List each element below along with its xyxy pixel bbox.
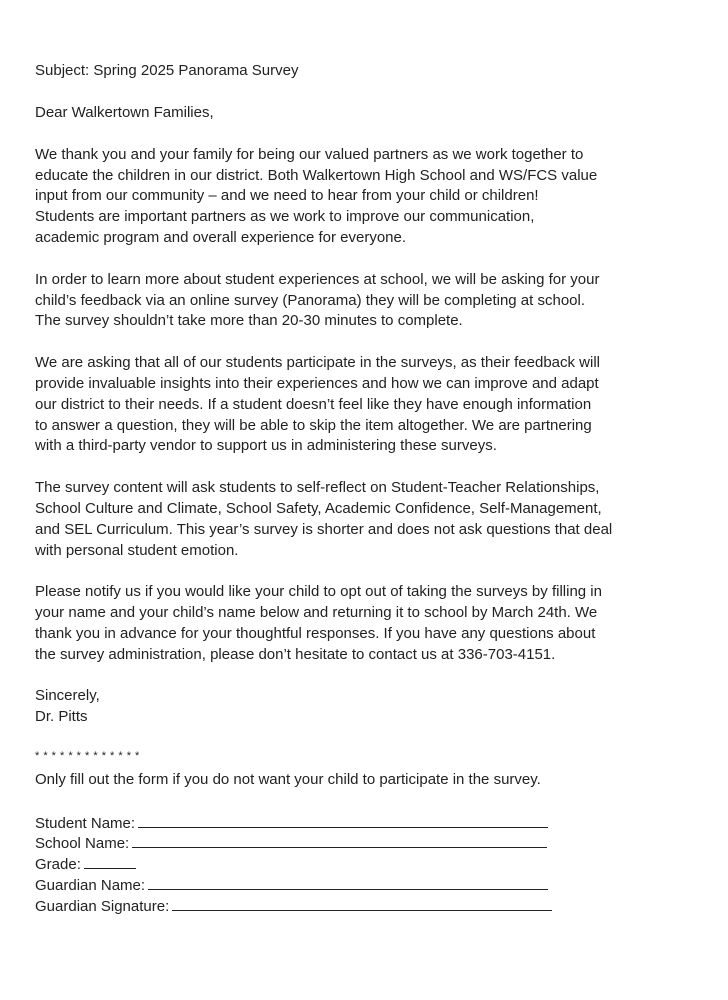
guardian-signature-row	[35, 895, 552, 918]
guardian-name-row	[35, 874, 548, 897]
closing: Sincerely,	[35, 687, 100, 704]
paragraph-line: School Culture and Climate, School Safety, Academic Confidence, Self-Management,	[35, 500, 602, 517]
paragraph-line: provide invaluable insights into their experiences and how we can improve and adapt	[35, 375, 599, 392]
paragraph-line: to answer a question, they will be able to skip the item altogether. We are partnering	[35, 417, 592, 434]
paragraph-line: academic program and overall experience for everyone.	[35, 229, 407, 246]
form-instruction: Only fill out the form if you do not want your child to participate in the survey.	[35, 771, 541, 788]
paragraph-line: your name and your child’s name below and returning it to school by March 24th. We	[35, 604, 598, 621]
paragraph-line: We are asking that all of our students participate in the surveys, as their feedback will	[35, 354, 601, 371]
school-name-row	[35, 832, 547, 855]
paragraph-line: The survey shouldn’t take more than 20-30 minutes to complete.	[35, 312, 463, 329]
grade-row	[35, 853, 136, 876]
paragraph-line: input from our community – and we need to hear from your child or children!	[35, 187, 539, 204]
school-name-label: School Name:	[35, 835, 130, 852]
paragraph-line: Students are important partners as we work to improve our communication,	[35, 208, 535, 225]
grade-field[interactable]	[84, 853, 136, 869]
paragraph-line: The survey content will ask students to self-reflect on Student-Teacher Relationships,	[35, 479, 600, 496]
paragraph-line: In order to learn more about student experiences at school, we will be asking for your	[35, 271, 600, 288]
paragraph-line: educate the children in our district. Both Walkertown High School and WS/FCS value	[35, 167, 598, 184]
guardian-signature-label: Guardian Signature:	[35, 898, 170, 915]
student-name-label: Student Name:	[35, 815, 136, 832]
greeting: Dear Walkertown Families,	[35, 104, 214, 121]
guardian-name-label: Guardian Name:	[35, 877, 146, 894]
paragraph-line: with a third-party vendor to support us in administering these surveys.	[35, 437, 497, 454]
separator: * * * * * * * * * * * * *	[35, 750, 140, 762]
paragraph-line: Please notify us if you would like your child to opt out of taking the surveys by filling in	[35, 583, 602, 600]
signature: Dr. Pitts	[35, 708, 88, 725]
paragraph-line: with personal student emotion.	[35, 542, 239, 559]
grade-label: Grade:	[35, 856, 81, 873]
paragraph-line: the survey administration, please don’t hesitate to contact us at 336-703-4151.	[35, 646, 556, 663]
school-name-field[interactable]	[132, 832, 547, 848]
guardian-signature-field[interactable]	[172, 895, 552, 911]
paragraph-line: and SEL Curriculum. This year’s survey is shorter and does not ask questions that deal	[35, 521, 613, 538]
paragraph-line: We thank you and your family for being our valued partners as we work together to	[35, 146, 584, 163]
subject-line: Subject: Spring 2025 Panorama Survey	[35, 62, 299, 79]
paragraph-line: our district to their needs. If a student doesn’t feel like they have enough information	[35, 396, 592, 413]
paragraph-line: thank you in advance for your thoughtful responses. If you have any questions about	[35, 625, 596, 642]
guardian-name-field[interactable]	[148, 874, 548, 890]
student-name-field[interactable]	[138, 812, 548, 828]
paragraph-line: child’s feedback via an online survey (Panorama) they will be completing at school.	[35, 292, 586, 309]
